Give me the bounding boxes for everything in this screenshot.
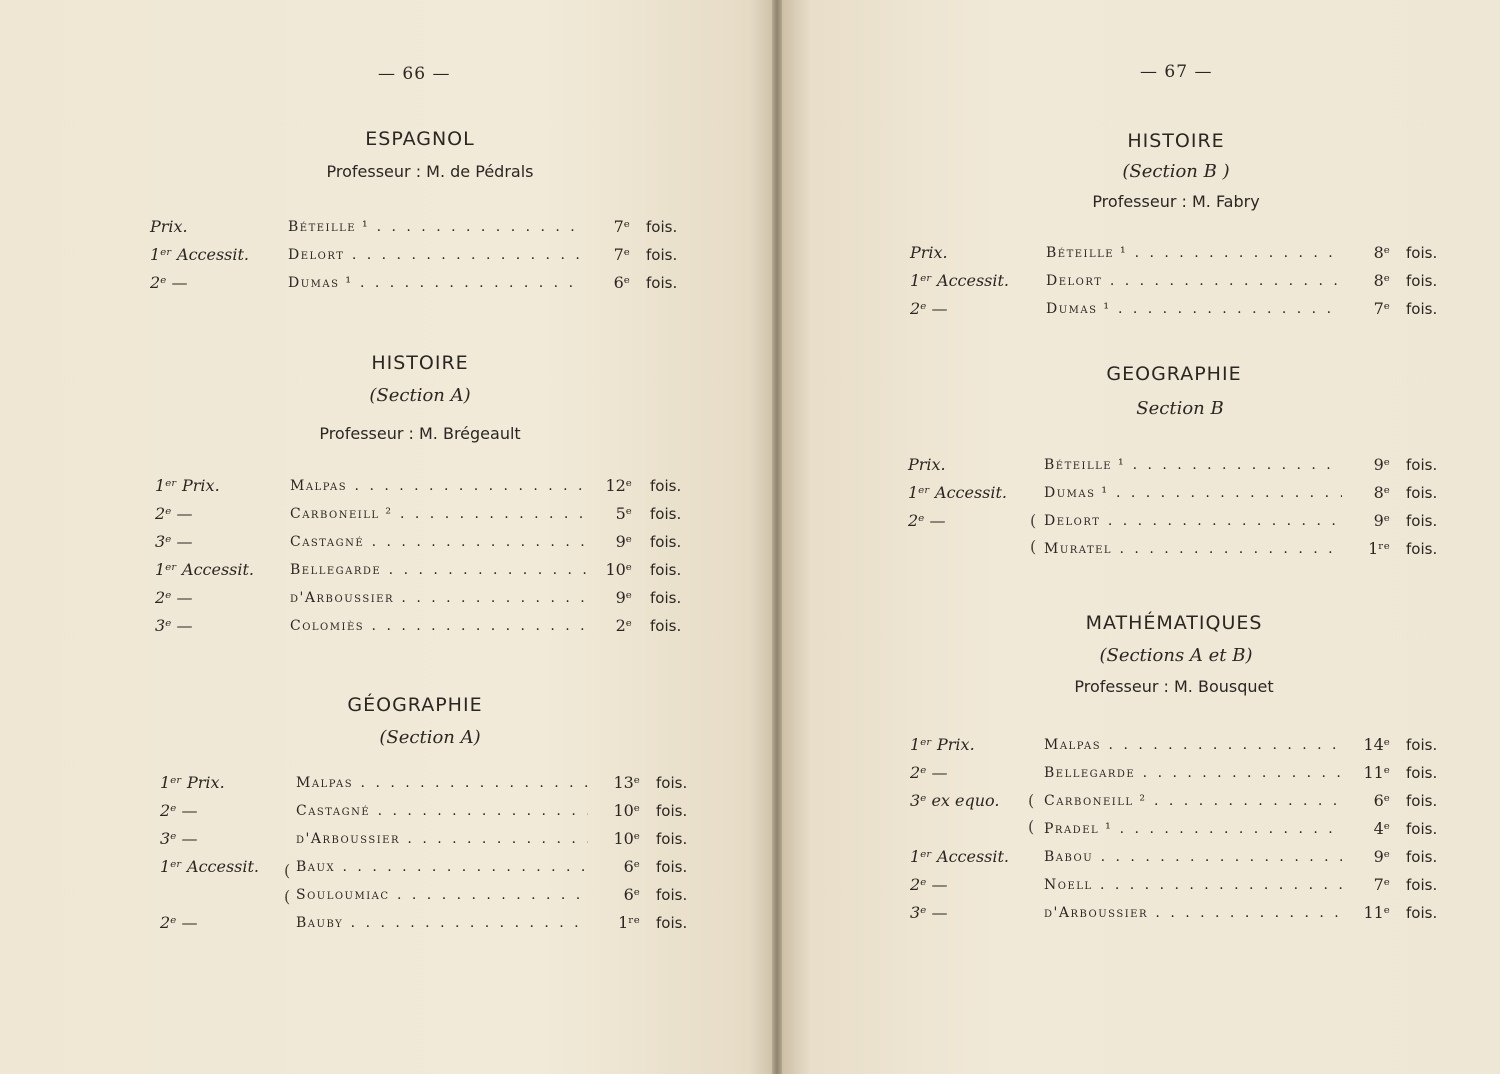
- result-student-name: Souloumiac . . .: [296, 882, 588, 908]
- result-rank: 2ᵉ —: [160, 913, 198, 932]
- section-subtitle-geographie-a: (Section A): [379, 727, 481, 748]
- result-count: 7ᵉ: [613, 217, 630, 236]
- section-subtitle-mathematiques: (Sections A et B): [1099, 645, 1253, 666]
- professor-histoire-b: Professeur : M. Fabry: [1092, 192, 1260, 211]
- result-student-name: Carboneill ² . . .: [290, 501, 586, 527]
- result-rank: Prix.: [150, 217, 188, 236]
- section-title-mathematiques: MATHÉMATIQUES: [1085, 612, 1263, 634]
- result-student-name: Malpas . . .: [296, 770, 588, 796]
- result-count: 4ᵉ: [1373, 819, 1390, 838]
- result-student-name: Bellegarde . . .: [290, 557, 586, 583]
- page-number-right: — 67 —: [1140, 62, 1213, 82]
- result-fois: fois.: [1406, 736, 1438, 754]
- section-subtitle-histoire-a: (Section A): [369, 385, 471, 406]
- result-fois: fois.: [656, 830, 688, 848]
- result-fois: fois.: [656, 774, 688, 792]
- result-fois: fois.: [1406, 272, 1438, 290]
- book-gutter: [772, 0, 782, 1074]
- result-count: 11ᵉ: [1363, 763, 1390, 782]
- result-fois: fois.: [656, 886, 688, 904]
- result-fois: fois.: [646, 218, 678, 236]
- section-subtitle-geographie-b: Section B: [1136, 398, 1224, 419]
- result-student-name: d'Arboussier . . .: [290, 585, 586, 611]
- result-fois: fois.: [646, 246, 678, 264]
- result-count: 1ʳᵉ: [618, 913, 640, 932]
- result-student-name: Malpas . . .: [1044, 732, 1342, 758]
- result-row: [0, 296, 1438, 322]
- section-title-geographie-b: GEOGRAPHIE: [1106, 363, 1242, 385]
- result-count: 12ᵉ: [605, 476, 632, 495]
- section-title-espagnol: ESPAGNOL: [365, 128, 475, 150]
- section-title-geographie-a: GÉOGRAPHIE: [347, 694, 483, 716]
- brace-bracket: ( (: [284, 861, 291, 906]
- result-fois: fois.: [1406, 904, 1438, 922]
- result-fois: fois.: [656, 802, 688, 820]
- result-fois: fois.: [1406, 456, 1438, 474]
- result-student-name: Carboneill ² . . .: [1044, 788, 1342, 814]
- result-rank: 1ᵉʳ Accessit.: [155, 560, 255, 579]
- result-rank: 2ᵉ —: [910, 763, 948, 782]
- result-fois: fois.: [650, 477, 682, 495]
- result-student-name: Béteille ¹ . . .: [1044, 452, 1342, 478]
- professor-mathematiques: Professeur : M. Bousquet: [1074, 677, 1274, 696]
- result-count: 14ᵉ: [1363, 735, 1390, 754]
- result-rank: 3ᵉ —: [155, 532, 193, 551]
- result-row: [0, 613, 682, 639]
- result-count: 7ᵉ: [1373, 299, 1390, 318]
- result-fois: fois.: [650, 505, 682, 523]
- result-count: 7ᵉ: [613, 245, 630, 264]
- result-fois: fois.: [650, 617, 682, 635]
- result-count: 6ᵉ: [623, 857, 640, 876]
- result-fois: fois.: [646, 274, 678, 292]
- section-subtitle-histoire-b: (Section B ): [1122, 161, 1230, 182]
- result-student-name: Colomiès . . .: [290, 613, 586, 639]
- result-count: 11ᵉ: [1363, 903, 1390, 922]
- result-fois: fois.: [1406, 764, 1438, 782]
- result-fois: fois.: [650, 589, 682, 607]
- result-rank: 2ᵉ —: [908, 511, 946, 530]
- result-count: 6ᵉ: [623, 885, 640, 904]
- result-count: 9ᵉ: [1373, 455, 1390, 474]
- result-rank: 2ᵉ —: [155, 588, 193, 607]
- result-student-name: Castagné . . .: [296, 798, 588, 824]
- result-count: 10ᵉ: [613, 829, 640, 848]
- result-rank: 1ᵉʳ Prix.: [910, 735, 975, 754]
- result-rank: 1ᵉʳ Accessit.: [160, 857, 260, 876]
- brace-bracket: ( (: [1030, 511, 1037, 556]
- result-count: 7ᵉ: [1373, 875, 1390, 894]
- result-student-name: Dumas ¹ . . .: [1046, 296, 1342, 322]
- result-count: 9ᵉ: [615, 588, 632, 607]
- result-count: 5ᵉ: [615, 504, 632, 523]
- result-count: 9ᵉ: [1373, 847, 1390, 866]
- result-rank: 1ᵉʳ Accessit.: [150, 245, 250, 264]
- result-count: 1ʳᵉ: [1368, 539, 1390, 558]
- result-student-name: Dumas ¹ . . .: [1044, 480, 1342, 506]
- result-student-name: Castagné . . .: [290, 529, 586, 555]
- result-count: 6ᵉ: [613, 273, 630, 292]
- result-rank: 2ᵉ —: [910, 875, 948, 894]
- result-rank: 3ᵉ —: [155, 616, 193, 635]
- result-count: 8ᵉ: [1373, 483, 1390, 502]
- result-count: 13ᵉ: [613, 773, 640, 792]
- result-fois: fois.: [1406, 848, 1438, 866]
- result-row: [0, 452, 1438, 478]
- result-student-name: Pradel ¹ . . .: [1044, 816, 1342, 842]
- result-count: 9ᵉ: [1373, 511, 1390, 530]
- result-fois: fois.: [656, 914, 688, 932]
- result-student-name: Béteille ¹ . . .: [288, 214, 584, 240]
- result-rank: 1ᵉʳ Prix.: [160, 773, 225, 792]
- result-row: [0, 214, 678, 240]
- result-rank: 2ᵉ —: [910, 299, 948, 318]
- result-rank: 1ᵉʳ Accessit.: [910, 271, 1010, 290]
- result-rank: 2ᵉ —: [150, 273, 188, 292]
- result-student-name: Bauby . . .: [296, 910, 588, 936]
- result-count: 8ᵉ: [1373, 271, 1390, 290]
- result-student-name: Babou . . .: [1044, 844, 1342, 870]
- result-fois: fois.: [1406, 300, 1438, 318]
- result-row: [0, 585, 682, 611]
- result-student-name: Noell . . .: [1044, 872, 1342, 898]
- result-student-name: Delort . . .: [288, 242, 584, 268]
- result-student-name: Dumas ¹ . . .: [288, 270, 584, 296]
- result-student-name: Muratel . . .: [1044, 536, 1342, 562]
- result-fois: fois.: [1406, 244, 1438, 262]
- result-student-name: Bellegarde . . .: [1044, 760, 1342, 786]
- result-rank: 2ᵉ —: [160, 801, 198, 820]
- result-rank: 1ᵉʳ Accessit.: [908, 483, 1008, 502]
- result-rank: 1ᵉʳ Accessit.: [910, 847, 1010, 866]
- result-count: 8ᵉ: [1373, 243, 1390, 262]
- result-fois: fois.: [1406, 484, 1438, 502]
- result-count: 6ᵉ: [1373, 791, 1390, 810]
- result-rank: 3ᵉ ex equo.: [910, 791, 1000, 810]
- result-rank: 3ᵉ —: [910, 903, 948, 922]
- result-fois: fois.: [650, 561, 682, 579]
- section-title-histoire-b: HISTOIRE: [1127, 130, 1225, 152]
- result-fois: fois.: [1406, 540, 1438, 558]
- result-rank: 3ᵉ —: [160, 829, 198, 848]
- result-count: 10ᵉ: [613, 801, 640, 820]
- page-number-left: — 66 —: [378, 64, 451, 84]
- result-student-name: Béteille ¹ . . .: [1046, 240, 1342, 266]
- section-title-histoire-a: HISTOIRE: [371, 352, 469, 374]
- result-student-name: Malpas . . .: [290, 473, 586, 499]
- result-fois: fois.: [1406, 512, 1438, 530]
- result-student-name: Delort . . .: [1044, 508, 1342, 534]
- result-rank: Prix.: [910, 243, 948, 262]
- result-student-name: Delort . . .: [1046, 268, 1342, 294]
- result-fois: fois.: [1406, 876, 1438, 894]
- professor-histoire-a: Professeur : M. Brégeault: [319, 424, 521, 443]
- result-count: 9ᵉ: [615, 532, 632, 551]
- result-fois: fois.: [1406, 792, 1438, 810]
- result-student-name: d'Arboussier . . .: [1044, 900, 1342, 926]
- result-count: 2ᵉ: [615, 616, 632, 635]
- result-rank: 1ᵉʳ Prix.: [155, 476, 220, 495]
- result-fois: fois.: [650, 533, 682, 551]
- result-fois: fois.: [656, 858, 688, 876]
- result-rank: 2ᵉ —: [155, 504, 193, 523]
- result-student-name: Baux . . .: [296, 854, 588, 880]
- result-student-name: d'Arboussier . . .: [296, 826, 588, 852]
- result-rank: Prix.: [908, 455, 946, 474]
- result-fois: fois.: [1406, 820, 1438, 838]
- result-count: 10ᵉ: [605, 560, 632, 579]
- professor-espagnol: Professeur : M. de Pédrals: [326, 162, 534, 181]
- brace-bracket: ( (: [1028, 791, 1035, 836]
